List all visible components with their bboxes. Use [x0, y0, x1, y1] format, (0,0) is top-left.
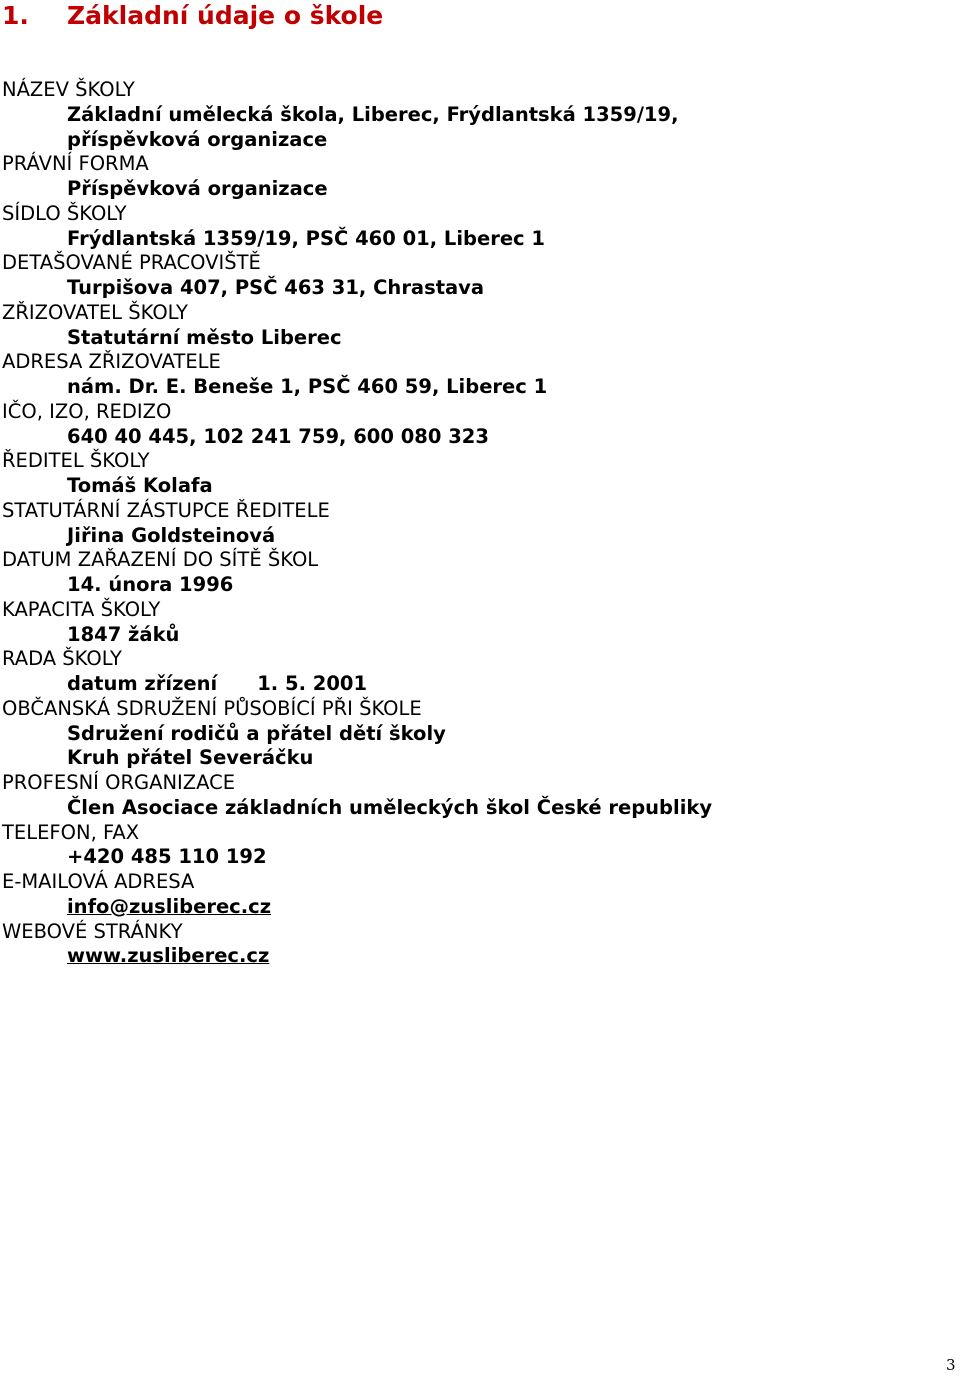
detached-workplace-label: DETAŠOVANÉ PRACOVIŠTĚ — [2, 251, 261, 275]
school-name-value-line2: příspěvková organizace — [67, 127, 328, 151]
legal-form-value: Příspěvková organizace — [67, 177, 328, 200]
founder-label: ZŘIZOVATEL ŠKOLY — [2, 300, 188, 324]
founder-address-value: nám. Dr. E. Beneše 1, PSČ 460 59, Liberec 1 — [67, 375, 548, 398]
ids-value: 640 40 445, 102 241 759, 600 080 323 — [67, 424, 489, 448]
detached-workplace-value: Turpišova 407, PSČ 463 31, Chrastava — [67, 276, 485, 299]
school-name-label: NÁZEV ŠKOLY — [2, 78, 135, 101]
founder-value: Statutární město Liberec — [67, 325, 342, 349]
capacity-label: KAPACITA ŠKOLY — [2, 597, 161, 621]
phone-label: TELEFON, FAX — [2, 820, 140, 844]
deputy-label: STATUTÁRNÍ ZÁSTUPCE ŘEDITELE — [2, 498, 330, 522]
page-number: 3 — [946, 1356, 956, 1374]
section-number: 1. — [2, 1, 29, 30]
deputy-value: Jiřina Goldsteinová — [67, 523, 276, 547]
email-row — [2, 895, 960, 920]
professional-org-value: Člen Asociace základních uměleckých škol České republiky — [67, 795, 713, 819]
section-title: Základní údaje o škole — [67, 1, 384, 30]
school-board-date: 1. 5. 2001 — [257, 672, 368, 695]
seat-value: Frýdlantská 1359/19, PSČ 460 01, Liberec 1 — [67, 226, 545, 250]
associations-value2: Kruh přátel Severáčku — [67, 746, 314, 770]
associations-value1: Sdružení rodičů a přátel dětí školy — [67, 721, 446, 745]
email-label: E-MAILOVÁ ADRESA — [2, 870, 195, 893]
website-label: WEBOVÉ STRÁNKY — [2, 919, 183, 943]
school-board-value — [2, 672, 960, 697]
phone-value: +420 485 110 192 — [67, 845, 267, 869]
school-info-list — [2, 78, 960, 969]
registration-date-label: DATUM ZAŘAZENÍ DO SÍTĚ ŠKOL — [2, 548, 319, 572]
seat-label: SÍDLO ŠKOLY — [2, 201, 127, 225]
school-name-value-line1: Základní umělecká škola, Liberec, Frýdlantská 1359/19, — [67, 102, 679, 126]
associations-label: OBČANSKÁ SDRUŽENÍ PŮSOBÍCÍ PŘI ŠKOLE — [2, 696, 422, 720]
legal-form-label: PRÁVNÍ FORMA — [2, 152, 149, 176]
website-link[interactable]: www.zusliberec.cz — [67, 944, 270, 968]
school-board-sublabel: datum zřízení — [67, 672, 218, 695]
registration-date-value: 14. února 1996 — [67, 573, 234, 596]
professional-org-label: PROFESNÍ ORGANIZACE — [2, 771, 236, 794]
website-row — [2, 944, 960, 969]
director-label: ŘEDITEL ŠKOLY — [2, 449, 150, 473]
section-heading — [2, 0, 383, 32]
school-board-label: RADA ŠKOLY — [2, 647, 122, 671]
ids-label: IČO, IZO, REDIZO — [2, 399, 172, 423]
director-value: Tomáš Kolafa — [67, 474, 213, 497]
founder-address-label: ADRESA ZŘIZOVATELE — [2, 350, 221, 374]
capacity-value: 1847 žáků — [67, 622, 180, 646]
email-link[interactable]: info@zusliberec.cz — [67, 894, 272, 918]
